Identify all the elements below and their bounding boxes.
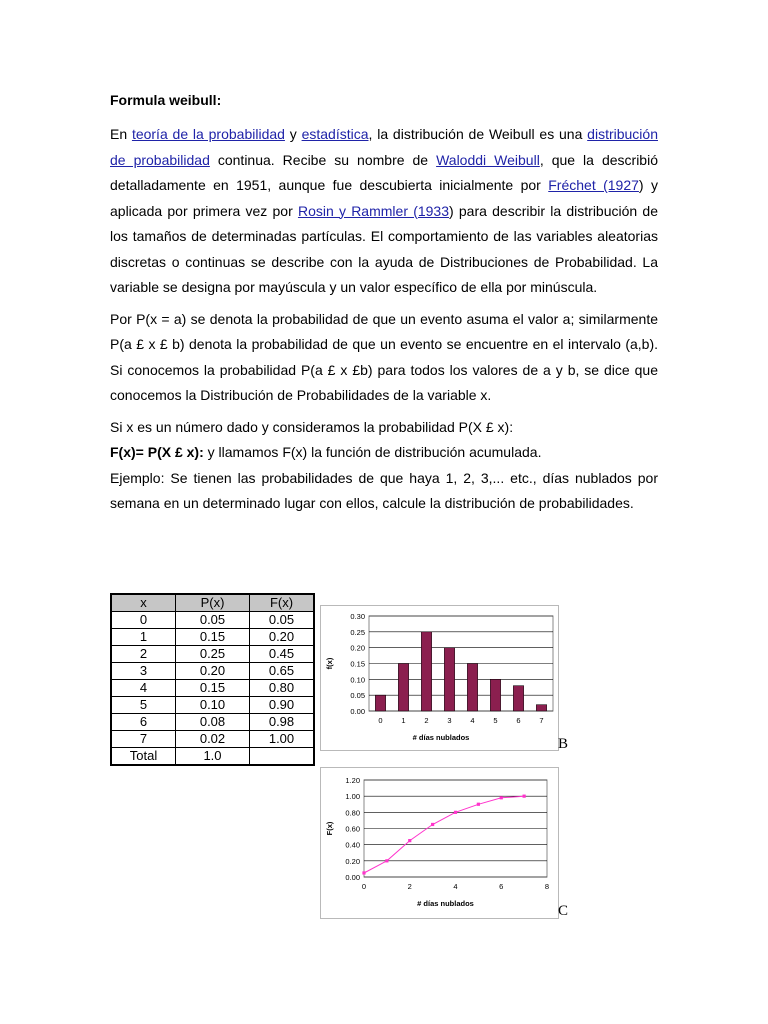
- table-cell-fx: 0.05: [250, 612, 315, 629]
- table-cell-x: 6: [111, 714, 176, 731]
- table-header-fx: F(x): [250, 594, 315, 612]
- pdf-bar-chart-svg: [321, 606, 558, 750]
- bar: [513, 686, 523, 711]
- link-teoria-probabilidad[interactable]: teoría de la probabilidad: [131, 126, 285, 142]
- y-tick-label: 0.25: [350, 627, 365, 637]
- x-tick-label: 1: [401, 716, 406, 725]
- x-axis-label: # días nublados: [412, 733, 470, 742]
- table-cell-fx: 0.20: [250, 629, 315, 646]
- y-tick-label: 0.20: [350, 643, 365, 653]
- table-cell-x: 0: [111, 612, 176, 629]
- x-tick-label: 3: [447, 716, 452, 725]
- x-tick-label: 6: [516, 716, 521, 725]
- data-point: [500, 796, 503, 799]
- table-row: [111, 697, 314, 714]
- intro-text-2: y: [284, 126, 302, 142]
- bar: [536, 705, 546, 711]
- table-row: [111, 731, 314, 748]
- y-tick-label: 0.20: [345, 856, 360, 866]
- pdf-bar-chart: [320, 605, 559, 751]
- cdf-formula: F(x)= P(X £ x):: [110, 444, 204, 460]
- intro-text-1: En: [110, 126, 132, 142]
- figure-label-b: B: [558, 736, 569, 752]
- table-cell-px: 1.0: [176, 748, 250, 766]
- table-cell-x: Total: [111, 748, 176, 766]
- data-point: [431, 823, 434, 826]
- x-tick-label: 4: [453, 882, 458, 891]
- data-point: [385, 859, 388, 862]
- y-tick-label: 0.40: [345, 840, 360, 850]
- x-tick-label: 0: [378, 716, 383, 725]
- intro-paragraph: [110, 122, 658, 301]
- x-tick-label: 0: [361, 882, 367, 891]
- y-tick-label: 0.00: [345, 873, 360, 882]
- table-cell-px: 0.20: [176, 663, 250, 680]
- table-cell-fx: 0.98: [250, 714, 315, 731]
- x-axis-label: # días nublados: [417, 899, 474, 908]
- table-cell-fx: 0.80: [250, 680, 315, 697]
- table-cell-x: 3: [111, 663, 176, 680]
- table-cell-x: 4: [111, 680, 176, 697]
- document-body: [110, 92, 658, 523]
- link-estadistica[interactable]: estadística: [301, 126, 369, 142]
- distribution-table: [110, 593, 315, 766]
- x-tick-label: 2: [424, 716, 429, 725]
- bar: [467, 664, 477, 712]
- table-row: [111, 646, 314, 663]
- table-cell-px: 0.05: [176, 612, 250, 629]
- y-tick-label: 1.00: [345, 792, 360, 802]
- bar: [421, 632, 431, 711]
- table-cell-x: 2: [111, 646, 176, 663]
- intro-text-3: , la distribución de Weibull es una: [368, 126, 588, 142]
- data-point: [454, 811, 457, 814]
- table-cell-px: 0.10: [176, 697, 250, 714]
- y-tick-label: 0.80: [345, 808, 360, 818]
- y-tick-label: 0.15: [350, 659, 365, 669]
- x-tick-label: 7: [539, 716, 544, 725]
- link-frechet[interactable]: Fréchet (1927: [548, 177, 639, 193]
- probability-paragraph: Por P(x = a) se denota la probabilidad de que un evento asuma el valor a; similarmente P(a £ x £ b) denota la probabilidad de que un evento se encuentre en el intervalo (a,b). Si conocemos la probabilidad P(a £ x £b) para todos los valores de a y b, se dice que conocemos la Distribución de Probabilidades de la variable x.: [110, 310, 658, 403]
- x-tick-label: 5: [493, 716, 498, 725]
- y-tick-label: 0.60: [345, 824, 360, 834]
- table-row: [111, 612, 314, 629]
- intro-text-4: continua. Recibe su nombre de: [209, 151, 437, 168]
- bar: [490, 679, 500, 711]
- y-axis-label: F(x): [325, 821, 334, 836]
- table-row: [111, 714, 314, 731]
- y-tick-label: 0.30: [350, 612, 365, 621]
- table-cell-fx: 0.45: [250, 646, 315, 663]
- x-tick-label: 8: [544, 882, 550, 891]
- table-row: [111, 663, 314, 680]
- intro-text-6: ) y aplicada por primera vez por: [110, 177, 658, 219]
- x-tick-label: 4: [470, 716, 475, 725]
- cdf-line-chart: [320, 767, 559, 919]
- cdf-description: y llamamos F(x) la función de distribución acumulada.: [203, 444, 542, 460]
- link-rosin-rammler[interactable]: Rosin y Rammler (1933: [297, 202, 450, 219]
- table-row: [111, 680, 314, 697]
- table-cell-px: 0.15: [176, 629, 250, 646]
- y-tick-label: 0.05: [350, 691, 365, 701]
- table-cell-px: 0.08: [176, 714, 250, 731]
- table-cell-fx: 0.90: [250, 697, 315, 714]
- y-tick-label: 0.10: [350, 675, 365, 685]
- table-cell-fx: [250, 748, 315, 766]
- cdf-definition-line: [110, 440, 658, 466]
- link-waloddi-weibull[interactable]: Waloddi Weibull: [436, 151, 540, 168]
- x-tick-label: 2: [407, 882, 412, 891]
- table-row: [111, 748, 314, 766]
- table-cell-x: 5: [111, 697, 176, 714]
- y-tick-label: 1.20: [345, 776, 360, 785]
- data-point: [477, 803, 480, 806]
- bar: [398, 664, 408, 712]
- bar: [444, 648, 454, 711]
- bar: [375, 695, 385, 711]
- cdf-line-chart-svg: [321, 768, 558, 918]
- table-cell-x: 7: [111, 731, 176, 748]
- data-point: [408, 839, 411, 842]
- table-header-px: P(x): [176, 594, 250, 612]
- table-cell-x: 1: [111, 629, 176, 646]
- table-cell-fx: 1.00: [250, 731, 315, 748]
- table-cell-px: 0.02: [176, 731, 250, 748]
- y-axis-label: f(x): [325, 657, 334, 670]
- figure-label-c: C: [558, 903, 569, 919]
- intro-text-5: , que la describió detalladamente en 1951, aunque fue descubierta inicialmente por: [110, 151, 658, 193]
- data-point: [362, 871, 365, 874]
- link-distribucion-probabilidad[interactable]: distribución de probabilidad: [110, 126, 658, 168]
- table-cell-px: 0.15: [176, 680, 250, 697]
- document-title: Formula weibull:: [110, 92, 222, 108]
- y-tick-label: 0.00: [350, 707, 365, 716]
- x-tick-label: 6: [499, 882, 504, 891]
- table-cell-px: 0.25: [176, 646, 250, 663]
- data-point: [523, 795, 526, 798]
- table-cell-fx: 0.65: [250, 663, 315, 680]
- table-row: [111, 629, 314, 646]
- intro-text-7: ) para describir la distribución de los tamaños de determinadas partículas. El comportamiento de las variables aleatorias discretas o continuas se describe con la ayuda de Distribuciones de Probabilidad. La variable se designa por mayúscula y un valor específico de ella por minúscula.: [110, 202, 658, 295]
- given-x-line: Si x es un número dado y consideramos la probabilidad P(X £ x):: [110, 418, 514, 435]
- table-header-row: [111, 594, 314, 612]
- table-header-x: x: [111, 594, 176, 612]
- example-paragraph: Ejemplo: Se tienen las probabilidades de que haya 1, 2, 3,... etc., días nublados por semana en un determinado lugar con ellos, calcule la distribución de probabilidades.: [110, 469, 658, 511]
